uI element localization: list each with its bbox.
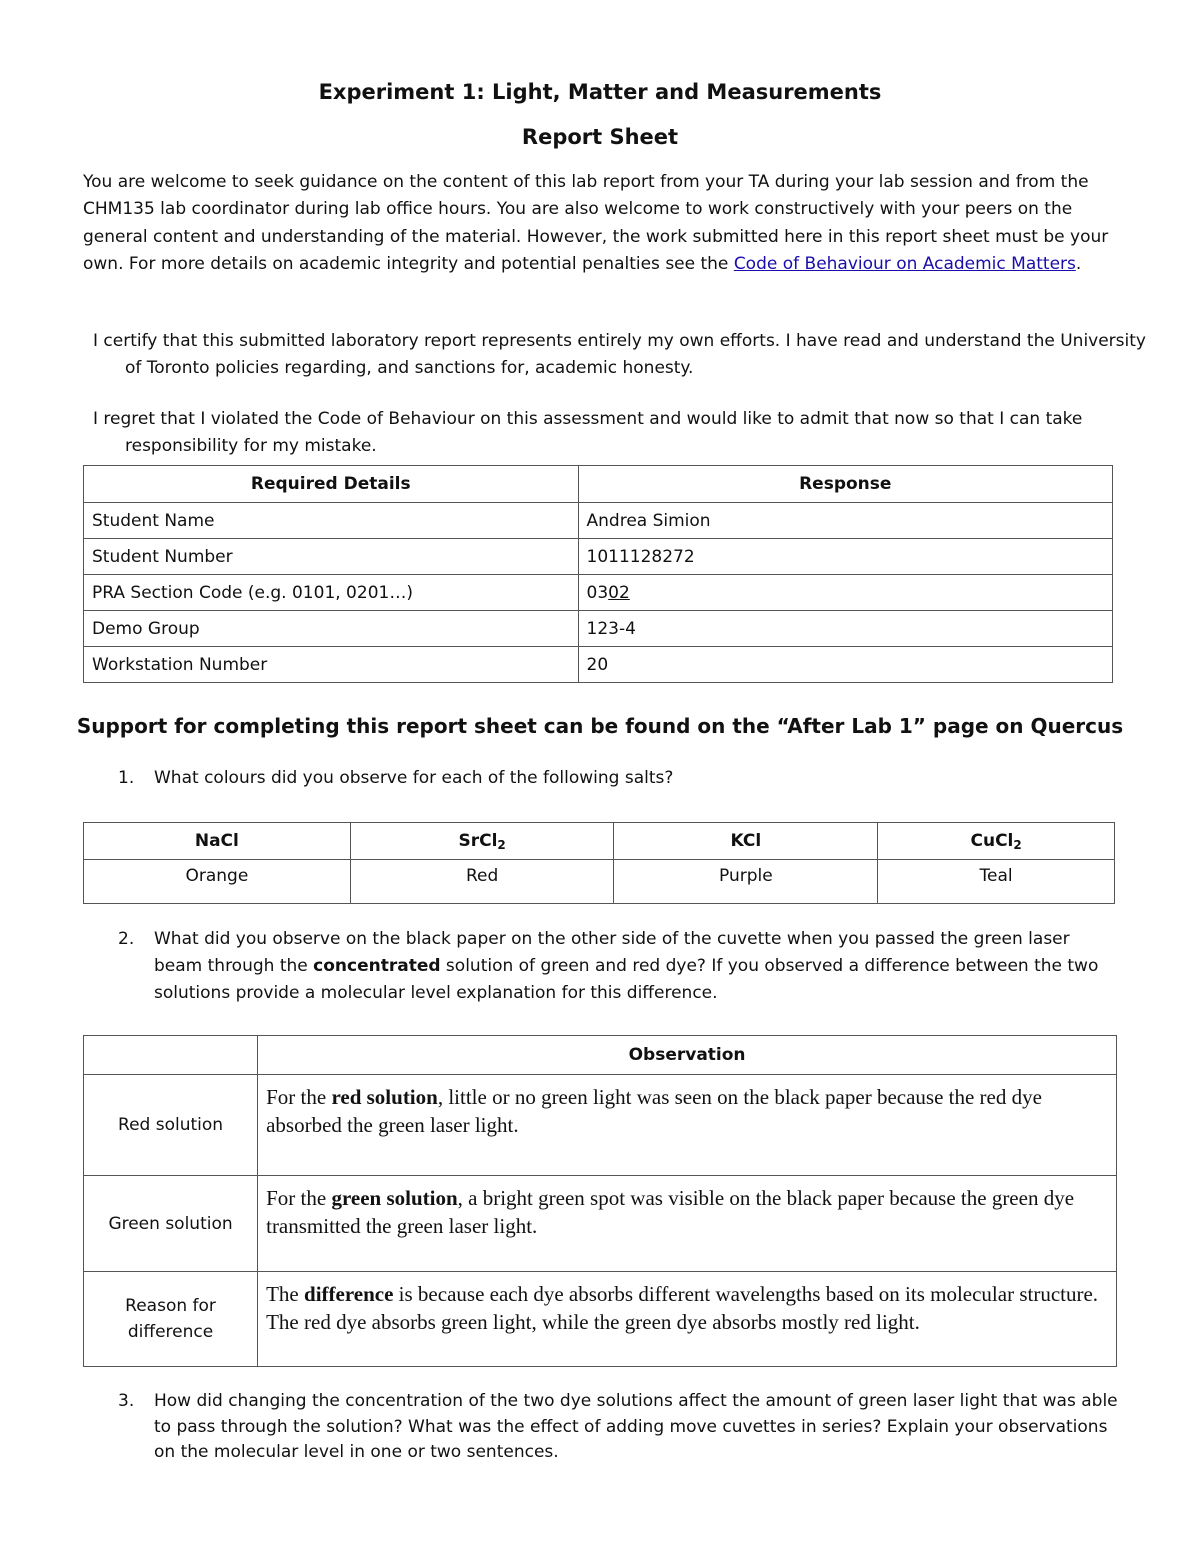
row-label: Workstation Number xyxy=(84,647,579,683)
student-name-value[interactable]: Andrea Simion xyxy=(578,503,1112,539)
salt-colour[interactable]: Purple xyxy=(614,860,878,904)
student-number-value[interactable]: 1011128272 xyxy=(578,539,1112,575)
observation-table xyxy=(83,1035,1117,1367)
salt-header: CuCl$_2$ xyxy=(878,823,1115,860)
salt-colours-table xyxy=(83,822,1115,904)
row-label: Red solution xyxy=(84,1075,258,1176)
section-code-part-b: 02 xyxy=(608,582,630,603)
salt-header: KCl xyxy=(614,823,878,860)
salt-colour[interactable]: Orange xyxy=(84,860,351,904)
intro-text: You are welcome to seek guidance on the content of this lab report from your TA during your lab session and from the CHM135 lab coordinator during lab office hours. You are also welcome to work constructively with your peers on the general content and understanding of the material. However, the work submitted here in this report sheet must be your own. For more details on academic integrity and potential penalties see the xyxy=(83,172,1109,274)
demo-group-value[interactable]: 123-4 xyxy=(578,611,1112,647)
row-label: Demo Group xyxy=(84,611,579,647)
observation-answer[interactable]: For the green solution, a bright green spot was visible on the black paper because the green dye transmitted the green laser light. xyxy=(258,1176,1117,1272)
row-label: Student Number xyxy=(84,539,579,575)
section-code-value[interactable] xyxy=(578,575,1112,611)
observation-answer[interactable]: For the red solution, little or no green light was seen on the black paper because the red dye absorbed the green laser light. xyxy=(258,1075,1117,1176)
required-details-table xyxy=(83,465,1113,683)
table-row xyxy=(84,647,1113,683)
question-number: 3. xyxy=(118,1391,135,1411)
table-row xyxy=(84,503,1113,539)
question-2 xyxy=(118,926,1118,1007)
page-title: Experiment 1: Light, Matter and Measurements xyxy=(318,80,882,104)
code-of-behaviour-link[interactable]: Code of Behaviour on Academic Matters xyxy=(733,253,1076,274)
question-number: 1. xyxy=(118,768,135,788)
question-number: 2. xyxy=(118,929,135,949)
row-label: Green solution xyxy=(84,1176,258,1272)
table-row xyxy=(84,611,1113,647)
salt-colour[interactable]: Red xyxy=(350,860,614,904)
table-row xyxy=(84,539,1113,575)
intro-end: . xyxy=(1075,253,1082,274)
table-row xyxy=(84,860,1115,904)
question-1 xyxy=(118,765,1118,792)
question-text: How did changing the concentration of the two dye solutions affect the amount of green laser light that was able to pass through the solution? What was the effect of adding move cuvettes in series? Explain your observations on the molecular level in one or two sentences. xyxy=(154,1391,1118,1462)
salt-colour[interactable]: Teal xyxy=(878,860,1115,904)
workstation-number-value[interactable]: 20 xyxy=(578,647,1112,683)
table-row xyxy=(84,1272,1117,1367)
row-label: PRA Section Code (e.g. 0101, 0201…) xyxy=(84,575,579,611)
section-code-part-a: 03 xyxy=(586,582,609,603)
certify-statement: I certify that this submitted laboratory report represents entirely my own efforts. I have read and understand the University of Toronto policies regarding, and sanctions for, academic honesty. xyxy=(93,331,1146,378)
table-row xyxy=(84,1176,1117,1272)
header-required-details: Required Details xyxy=(84,466,579,503)
salt-header: NaCl xyxy=(84,823,351,860)
regret-statement: I regret that I violated the Code of Behaviour on this assessment and would like to admit that now so that I can take responsibility for my mistake. xyxy=(93,409,1083,456)
page-subtitle: Report Sheet xyxy=(521,125,679,149)
row-label: Student Name xyxy=(84,503,579,539)
row-label: Reason for difference xyxy=(84,1272,258,1367)
support-heading: Support for completing this report sheet can be found on the “After Lab 1” page on Quercus xyxy=(76,714,1124,738)
table-row xyxy=(84,1075,1117,1176)
intro-paragraph xyxy=(83,169,1123,278)
observation-answer[interactable]: The difference is because each dye absorbs different wavelengths based on its molecular structure. The red dye absorbs green light, while the green dye absorbs mostly red light. xyxy=(258,1272,1117,1367)
observation-header: Observation xyxy=(258,1036,1117,1075)
empty-header xyxy=(84,1036,258,1075)
question-text: What did you observe on the black paper on the other side of the cuvette when you passed the green laser beam through the concentrated solution of green and red dye? If you observed a difference between the two solutions provide a molecular level explanation for this difference. xyxy=(154,929,1099,1003)
salt-header: SrCl$_2$ xyxy=(350,823,614,860)
table-row xyxy=(84,575,1113,611)
question-text: What colours did you observe for each of the following salts? xyxy=(154,768,674,788)
question-3 xyxy=(118,1389,1118,1466)
header-response: Response xyxy=(578,466,1112,503)
